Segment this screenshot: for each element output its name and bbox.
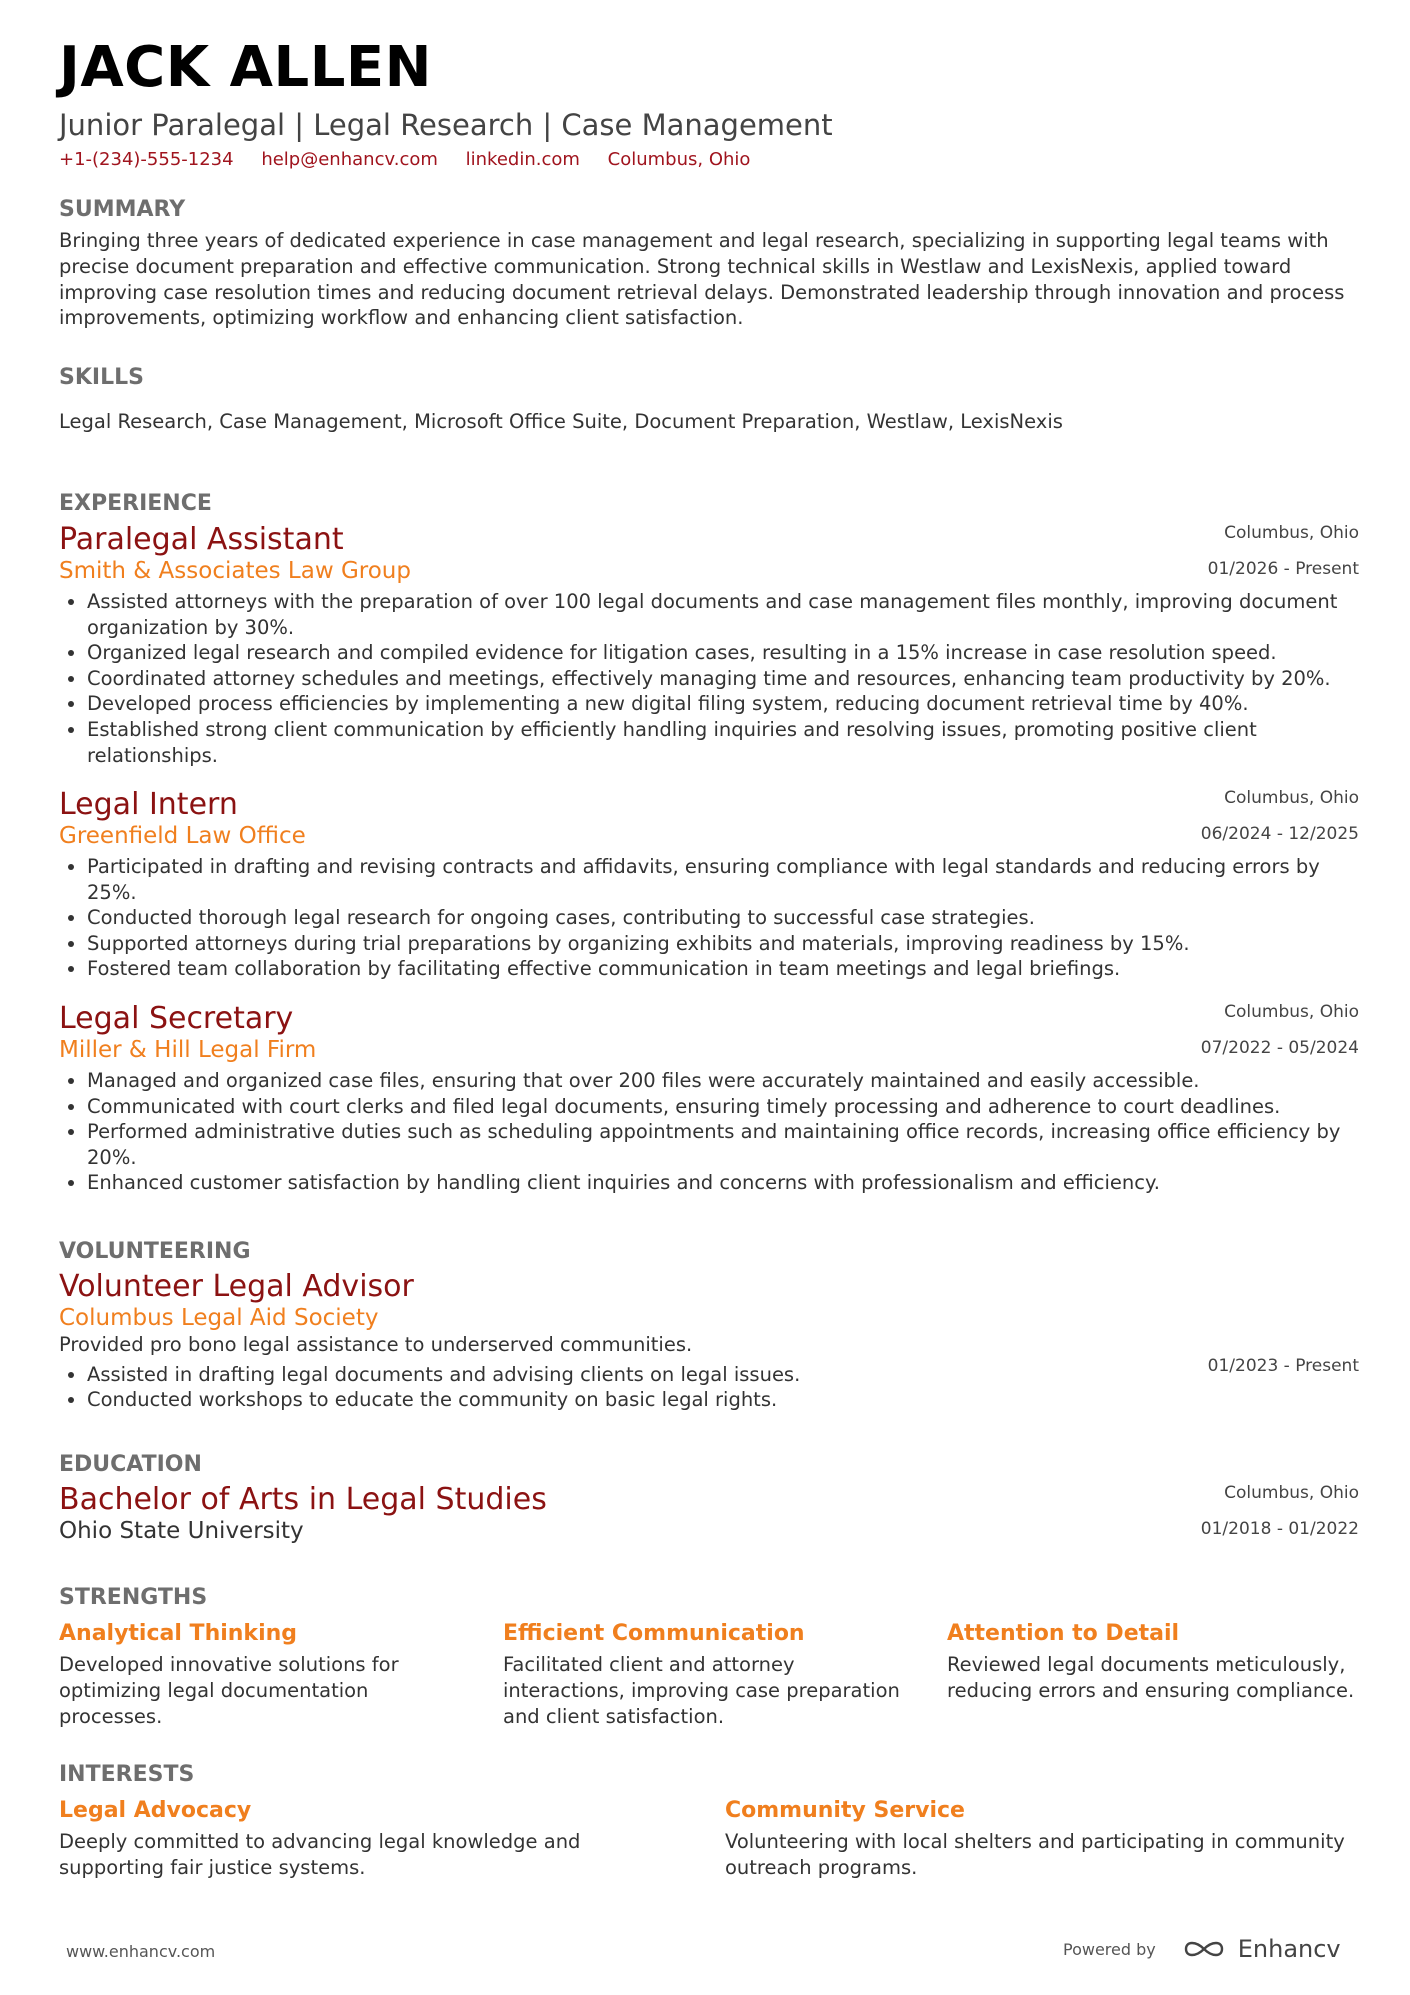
bullet-item: • Organized legal research and compiled evidence for litigation cases, resulting in a 15% increase in case resolution speed. (87, 640, 1359, 666)
bullet-item: • Assisted attorneys with the preparation of over 100 legal documents and case management files monthly, improving document organization by 30%. (87, 589, 1359, 640)
bullet-item: • Managed and organized case files, ensuring that over 200 files were accurately maintained and easily accessible. (87, 1068, 1359, 1094)
summary-heading: SUMMARY (59, 197, 186, 222)
experience-heading: EXPERIENCE (59, 491, 212, 516)
job-title: Paralegal Assistant (59, 522, 344, 557)
experience-entry (59, 1002, 1359, 1196)
bullet-item: • Communicated with court clerks and filed legal documents, ensuring timely processing and adherence to court deadlines. (87, 1094, 1359, 1120)
volunteer-bullets (59, 1362, 1359, 1413)
interest-text: Deeply committed to advancing legal knowledge and supporting fair justice systems. (59, 1830, 581, 1879)
job-bullets (59, 854, 1359, 982)
linkedin-link[interactable]: linkedin.com (465, 148, 580, 170)
volunteering-heading: VOLUNTEERING (59, 1239, 251, 1264)
bullet-item: • Enhanced customer satisfaction by handling client inquiries and concerns with professionalism and efficiency. (87, 1170, 1359, 1196)
candidate-title: Junior Paralegal | Legal Research | Case Management (59, 108, 833, 142)
education-dates: 01/2018 - 01/2022 (1200, 1519, 1359, 1539)
strength-text: Reviewed legal documents meticulously, reducing errors and ensuring compliance. (947, 1653, 1355, 1702)
job-dates: 06/2024 - 12/2025 (1200, 824, 1359, 844)
contact-line (59, 149, 1359, 170)
job-location: Columbus, Ohio (1224, 1002, 1359, 1022)
strength-title: Analytical Thinking (59, 1621, 298, 1646)
volunteer-dates: 01/2023 - Present (1207, 1356, 1359, 1376)
footer-branding (1063, 1935, 1341, 1963)
bullet-item: • Participated in drafting and revising contracts and affidavits, ensuring compliance with legal standards and reducing errors by 25%. (87, 854, 1359, 905)
interests-heading: INTERESTS (59, 1762, 195, 1787)
education-heading: EDUCATION (59, 1452, 202, 1477)
interest-title: Community Service (725, 1798, 965, 1823)
interest-text: Volunteering with local shelters and participating in community outreach programs. (725, 1830, 1345, 1879)
job-company: Miller & Hill Legal Firm (59, 1036, 317, 1063)
bullet-item: • Conducted workshops to educate the community on basic legal rights. (87, 1387, 1359, 1413)
strength-item (947, 1621, 1359, 1704)
enhancv-logo-icon (1182, 1938, 1226, 1960)
bullet-item: • Developed process efficiencies by implementing a new digital filing system, reducing document retrieval time by 40%. (87, 691, 1359, 717)
job-bullets (59, 1068, 1359, 1196)
volunteering-entry (59, 1270, 1359, 1413)
education-location: Columbus, Ohio (1224, 1483, 1359, 1503)
email-link[interactable]: help@enhancv.com (261, 148, 438, 170)
bullet-item: • Supported attorneys during trial preparations by organizing exhibits and materials, improving readiness by 15%. (87, 931, 1359, 957)
summary-text: Bringing three years of dedicated experience in case management and legal research, specializing in supporting legal teams with precise document preparation and effective communication. Strong technical skills in Westlaw and LexisNexis, applied toward improving case resolution times and reducing document retrieval delays. Demonstrated leadership through innovation and process improvements, optimizing workflow and enhancing client satisfaction. (59, 229, 1345, 330)
school-name: Ohio State University (59, 1517, 304, 1544)
job-company: Smith & Associates Law Group (59, 557, 411, 584)
bullet-item: • Fostered team collaboration by facilitating effective communication in team meetings and legal briefings. (87, 956, 1359, 982)
strength-text: Developed innovative solutions for optimizing legal documentation processes. (59, 1653, 399, 1728)
volunteer-org: Columbus Legal Aid Society (59, 1304, 379, 1331)
job-company: Greenfield Law Office (59, 822, 306, 849)
phone-link[interactable]: +1-(234)-555-1234 (59, 148, 234, 170)
degree-title: Bachelor of Arts in Legal Studies (59, 1482, 547, 1517)
bullet-item: • Coordinated attorney schedules and meetings, effectively managing time and resources, enhancing team productivity by 20%. (87, 666, 1359, 692)
skills-heading: SKILLS (59, 365, 144, 390)
job-bullets (59, 589, 1359, 768)
bullet-item: • Established strong client communication by efficiently handling inquiries and resolving issues, promoting positive client relationships. (87, 717, 1359, 768)
job-dates: 07/2022 - 05/2024 (1200, 1038, 1359, 1058)
bullet-item: • Performed administrative duties such as scheduling appointments and maintaining office records, increasing office efficiency by 20%. (87, 1119, 1359, 1170)
interest-title: Legal Advocacy (59, 1798, 252, 1823)
job-dates: 01/2026 - Present (1207, 559, 1359, 579)
strength-item (59, 1621, 469, 1729)
powered-by-label: Powered by (1063, 1939, 1156, 1959)
footer-website[interactable]: www.enhancv.com (66, 1942, 216, 1961)
interest-item (59, 1798, 679, 1881)
strengths-heading: STRENGTHS (59, 1585, 208, 1610)
strength-title: Attention to Detail (947, 1621, 1180, 1646)
skills-text: Legal Research, Case Management, Microsoft Office Suite, Document Preparation, Westlaw, LexisNexis (59, 410, 1063, 434)
experience-entry (59, 523, 1359, 768)
bullet-item: • Conducted thorough legal research for ongoing cases, contributing to successful case strategies. (87, 905, 1359, 931)
brand-name: Enhancv (1237, 1935, 1341, 1963)
job-title: Legal Secretary (59, 1001, 294, 1036)
volunteer-description: Provided pro bono legal assistance to underserved communities. (59, 1333, 693, 1357)
job-title: Legal Intern (59, 787, 238, 822)
interest-item (725, 1798, 1359, 1881)
bullet-item: • Assisted in drafting legal documents and advising clients on legal issues. (87, 1362, 1359, 1388)
strength-title: Efficient Communication (503, 1621, 805, 1646)
education-entry (59, 1483, 1359, 1545)
strength-text: Facilitated client and attorney interactions, improving case preparation and client satisfaction. (503, 1653, 900, 1728)
job-location: Columbus, Ohio (1224, 788, 1359, 808)
candidate-name: JACK ALLEN (59, 35, 432, 100)
experience-entry (59, 788, 1359, 982)
volunteer-title: Volunteer Legal Advisor (59, 1269, 414, 1304)
job-location: Columbus, Ohio (1224, 523, 1359, 543)
location-text: Columbus, Ohio (607, 148, 751, 170)
strength-item (503, 1621, 913, 1729)
